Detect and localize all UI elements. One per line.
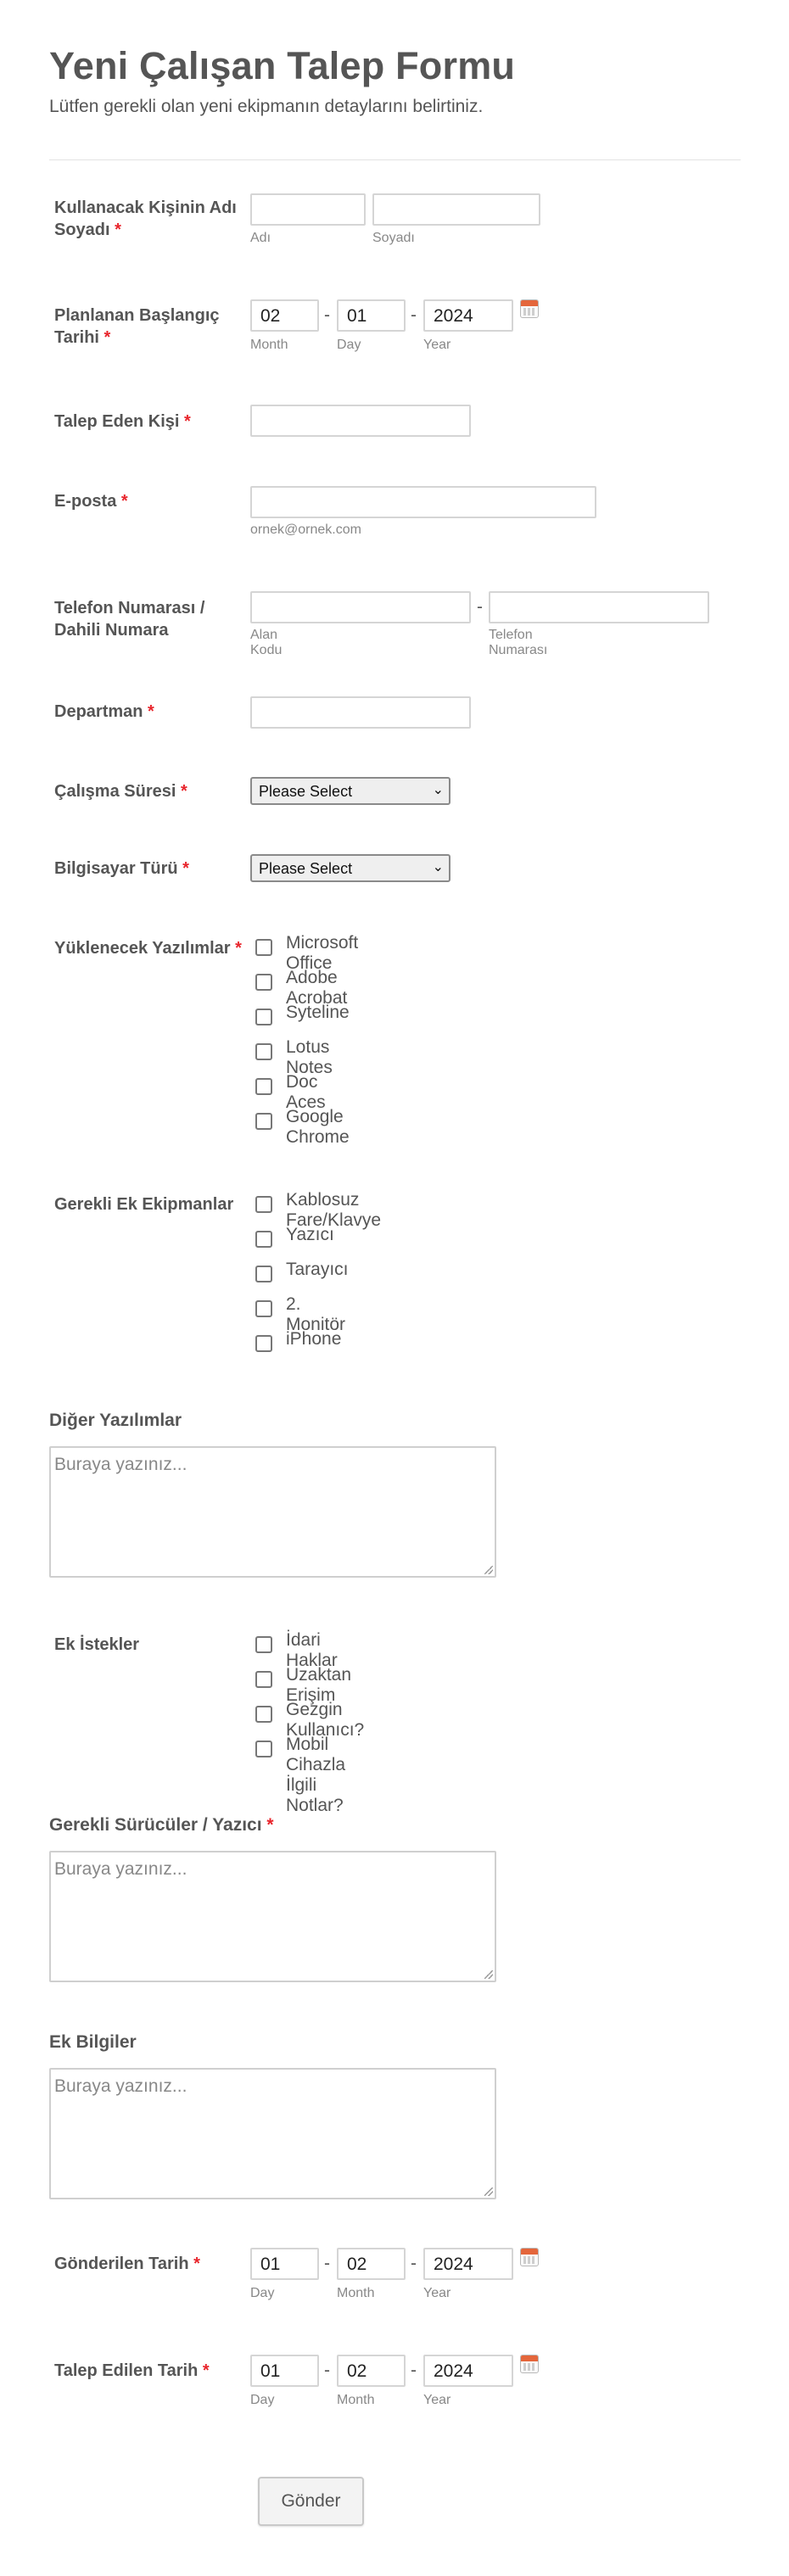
checkbox-remote-access[interactable]: [255, 1671, 272, 1688]
day-sublabel: Day: [250, 2286, 275, 2300]
requester-label: Talep Eden Kişi *: [54, 412, 191, 431]
email-sublabel: ornek@ornek.com: [250, 522, 361, 537]
checkbox-roaming-user[interactable]: [255, 1706, 272, 1723]
date-separator: -: [411, 2361, 417, 2380]
option-label: Gezgin Kullanıcı?: [286, 1700, 365, 1740]
option-label: Doc Aces: [286, 1072, 326, 1112]
drivers-label: Gerekli Sürücüler / Yazıcı *: [49, 1815, 274, 1835]
chevron-down-icon: ⌄: [432, 783, 444, 797]
work-duration-label: Çalışma Süresi *: [54, 782, 187, 801]
area-code-input[interactable]: [250, 591, 471, 623]
calendar-icon[interactable]: [520, 2248, 539, 2266]
checkbox-admin-rights[interactable]: [255, 1636, 272, 1653]
requested-day-input[interactable]: 01: [250, 2355, 319, 2387]
email-label: E-posta *: [54, 492, 128, 511]
form-header: [49, 44, 741, 117]
other-software-label: Diğer Yazılımlar: [49, 1411, 182, 1430]
start-day-input[interactable]: 01: [337, 299, 406, 332]
requester-input[interactable]: [250, 405, 471, 437]
extra-info-textarea[interactable]: [49, 2068, 496, 2199]
extra-info-label: Ek Bilgiler: [49, 2032, 137, 2052]
submit-button[interactable]: Gönder: [258, 2477, 364, 2526]
checkbox-doc-aces[interactable]: [255, 1078, 272, 1095]
checkbox-syteline[interactable]: [255, 1009, 272, 1025]
phone-number-input[interactable]: [489, 591, 709, 623]
month-sublabel: Month: [337, 2286, 375, 2300]
checkbox-lotus-notes[interactable]: [255, 1043, 272, 1060]
requested-month-input[interactable]: 02: [337, 2355, 406, 2387]
first-name-sublabel: Adı: [250, 231, 271, 245]
option-label: Yazıcı: [286, 1225, 334, 1244]
phone-separator: -: [477, 597, 483, 617]
sent-month-input[interactable]: 02: [337, 2248, 406, 2280]
resize-handle-icon[interactable]: [484, 2188, 493, 2196]
form-title: Yeni Çalışan Talep Formu: [49, 44, 516, 87]
option-label: Kablosuz Fare/Klavye: [286, 1190, 382, 1230]
header-divider: [49, 159, 741, 160]
day-sublabel: Day: [337, 338, 361, 352]
resize-handle-icon[interactable]: [484, 1970, 493, 1979]
checkbox-iphone[interactable]: [255, 1335, 272, 1352]
date-separator: -: [324, 305, 330, 325]
year-sublabel: Year: [423, 338, 451, 352]
phone-number-sublabel: Telefon Numarası: [489, 628, 548, 657]
requested-year-input[interactable]: 2024: [423, 2355, 513, 2387]
resize-handle-icon[interactable]: [484, 1566, 493, 1574]
calendar-icon[interactable]: [520, 2355, 539, 2373]
textarea-placeholder: Buraya yazınız...: [54, 2076, 187, 2096]
option-label: Adobe Acrobat: [286, 968, 348, 1008]
option-label: İdari Haklar: [286, 1630, 338, 1670]
month-sublabel: Month: [337, 2393, 375, 2407]
checkbox-google-chrome[interactable]: [255, 1113, 272, 1130]
department-input[interactable]: [250, 696, 471, 729]
other-software-textarea[interactable]: [49, 1446, 496, 1578]
calendar-icon[interactable]: [520, 299, 539, 318]
checkbox-printer[interactable]: [255, 1231, 272, 1248]
last-name-input[interactable]: [372, 193, 540, 226]
date-separator: -: [411, 305, 417, 325]
sent-day-input[interactable]: 01: [250, 2248, 319, 2280]
extra-requests-label: Ek İstekler: [54, 1635, 140, 1654]
computer-type-select[interactable]: Please Select ⌄: [250, 854, 450, 882]
option-label: Tarayıcı: [286, 1260, 349, 1279]
option-label: Google Chrome: [286, 1107, 350, 1147]
start-month-input[interactable]: 02: [250, 299, 319, 332]
form-subtitle: Lütfen gerekli olan yeni ekipmanın detaylarını belirtiniz.: [49, 97, 484, 116]
textarea-placeholder: Buraya yazınız...: [54, 1859, 187, 1879]
equipment-label: Gerekli Ek Ekipmanlar: [54, 1195, 234, 1214]
option-label: Syteline: [286, 1003, 350, 1022]
required-mark: *: [115, 221, 121, 239]
drivers-textarea[interactable]: [49, 1851, 496, 1982]
computer-type-label: Bilgisayar Türü *: [54, 859, 189, 878]
checkbox-adobe-acrobat[interactable]: [255, 974, 272, 991]
area-code-sublabel: Alan Kodu: [250, 628, 283, 657]
sent-date-label: Gönderilen Tarih *: [54, 2255, 200, 2273]
sent-year-input[interactable]: 2024: [423, 2248, 513, 2280]
option-label: Uzaktan Erişim: [286, 1665, 352, 1705]
option-label: 2. Monitör: [286, 1294, 346, 1334]
last-name-sublabel: Soyadı: [372, 231, 415, 245]
checkbox-mobile-notes[interactable]: [255, 1741, 272, 1757]
option-label: Mobil Cihazla İlgili Notlar?: [286, 1735, 346, 1815]
department-label: Departman *: [54, 702, 154, 721]
checkbox-microsoft-office[interactable]: [255, 939, 272, 956]
month-sublabel: Month: [250, 338, 288, 352]
requested-date-label: Talep Edilen Tarih *: [54, 2361, 210, 2380]
chevron-down-icon: ⌄: [432, 860, 444, 874]
checkbox-scanner[interactable]: [255, 1266, 272, 1282]
year-sublabel: Year: [423, 2393, 451, 2407]
software-label: Yüklenecek Yazılımlar *: [54, 939, 242, 958]
option-label: iPhone: [286, 1329, 342, 1349]
phone-label: Telefon Numarası / Dahili Numara: [54, 599, 205, 640]
day-sublabel: Day: [250, 2393, 275, 2407]
year-sublabel: Year: [423, 2286, 451, 2300]
start-date-label: Planlanan Başlangıç Tarihi *: [54, 306, 220, 347]
name-label: Kullanacak Kişinin Adı Soyadı *: [54, 198, 237, 239]
checkbox-second-monitor[interactable]: [255, 1300, 272, 1317]
option-label: Lotus Notes: [286, 1037, 333, 1077]
work-duration-select[interactable]: Please Select ⌄: [250, 777, 450, 805]
textarea-placeholder: Buraya yazınız...: [54, 1455, 187, 1474]
email-input[interactable]: [250, 486, 596, 518]
checkbox-wireless-mouse-keyboard[interactable]: [255, 1196, 272, 1213]
date-separator: -: [324, 2254, 330, 2273]
first-name-input[interactable]: [250, 193, 366, 226]
option-label: Microsoft Office: [286, 933, 359, 973]
start-year-input[interactable]: 2024: [423, 299, 513, 332]
date-separator: -: [411, 2254, 417, 2273]
date-separator: -: [324, 2361, 330, 2380]
